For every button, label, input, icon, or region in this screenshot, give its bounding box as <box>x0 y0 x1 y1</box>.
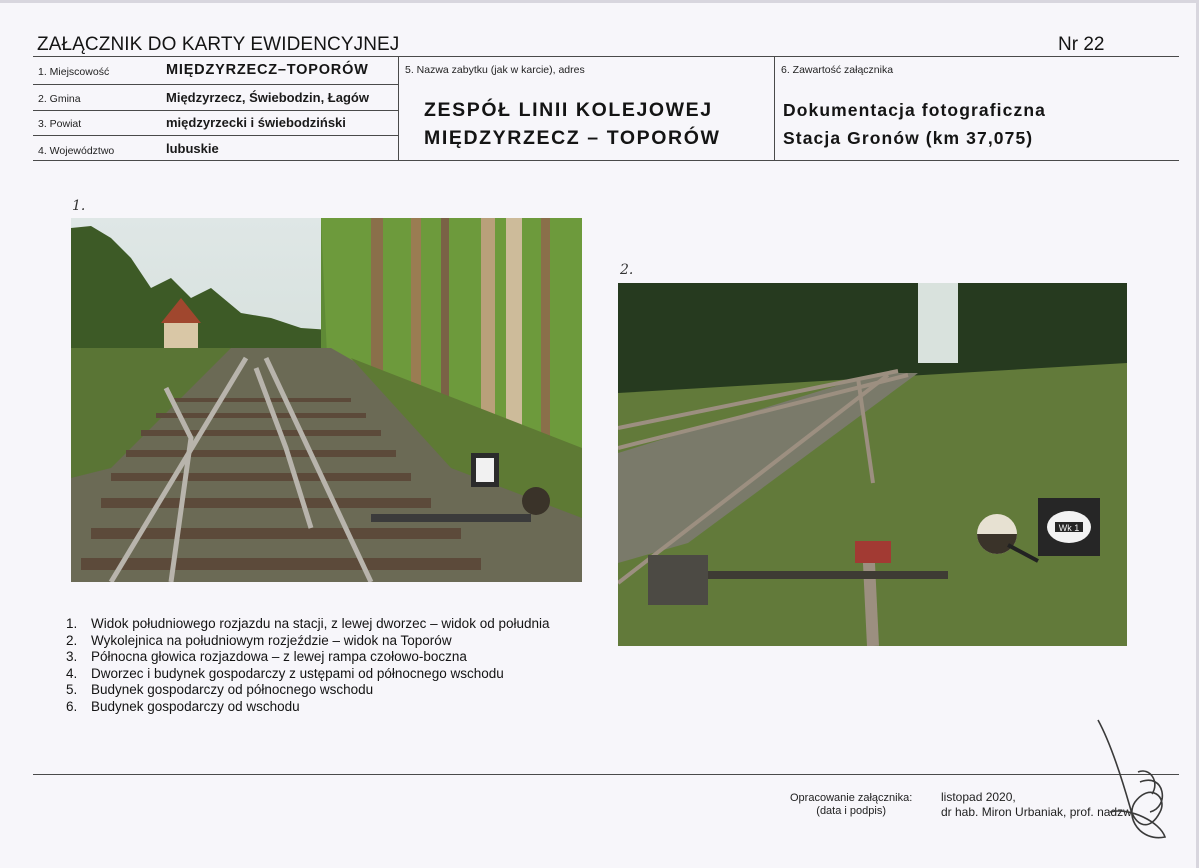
photo-1 <box>71 218 582 582</box>
row-divider-1 <box>33 84 398 85</box>
row-divider-3 <box>33 135 398 136</box>
footer-rule <box>33 774 1179 775</box>
contents-description <box>783 96 1046 152</box>
photo-1-railway-switch <box>71 218 582 582</box>
header-bottom-rule <box>33 160 1179 161</box>
handwritten-signature <box>1090 712 1180 862</box>
row-divider-2 <box>33 110 398 111</box>
monument-name-line2: MIĘDZYRZECZ – TOPORÓW <box>424 127 721 149</box>
caption-item: 3. Północna głowica rozjazdowa – z lewej rampa czołowo-boczna <box>66 649 467 665</box>
field-value-powiat: międzyrzecki i świebodziński <box>166 115 346 130</box>
column-divider-2 <box>774 56 775 160</box>
field-value-wojewodztwo: lubuskie <box>166 141 219 156</box>
caption-item: 6. Budynek gospodarczy od wschodu <box>66 698 300 714</box>
contents-line2: Stacja Gronów (km 37,075) <box>783 128 1034 148</box>
photo-2-mark: 2. <box>620 262 634 278</box>
contents-line1: Dokumentacja fotograficzna <box>783 100 1046 120</box>
field-label-wojewodztwo: 4. Województwo <box>38 145 115 157</box>
field-label-miejscowosc: 1. Miejscowość <box>38 66 110 78</box>
caption-item: 5. Budynek gospodarczy od północnego wschodu <box>66 682 374 698</box>
sign-plate-text: Wk 1 <box>1058 523 1080 533</box>
monument-name-line1: ZESPÓŁ LINII KOLEJOWEJ <box>424 99 713 121</box>
caption-item: 2. Wykolejnica na południowym rozjeździe – widok na Toporów <box>66 632 452 648</box>
scan-edge-top <box>0 0 1199 3</box>
photo-2-derailer <box>618 283 1127 646</box>
contents-label: 6. Zawartość załącznika <box>781 64 894 76</box>
monument-label: 5. Nazwa zabytku (jak w karcie), adres <box>405 64 585 76</box>
caption-item: 4. Dworzec i budynek gospodarczy z ustępami od północnego wschodu <box>66 665 504 681</box>
field-value-gmina: Międzyrzecz, Świebodzin, Łagów <box>166 90 369 105</box>
prepared-date: listopad 2020, <box>941 790 1016 804</box>
prepared-author: dr hab. Miron Urbaniak, prof. nadzw. <box>941 805 1135 819</box>
photo-2 <box>618 283 1127 646</box>
field-value-miejscowosc: MIĘDZYRZECZ–TOPORÓW <box>166 62 369 78</box>
photo-captions <box>66 616 550 716</box>
photo-1-mark: 1. <box>72 198 86 214</box>
field-label-gmina: 2. Gmina <box>38 93 81 105</box>
monument-name <box>424 96 721 152</box>
header-top-rule <box>33 56 1179 57</box>
column-divider-1 <box>398 56 399 160</box>
field-label-powiat: 3. Powiat <box>38 118 82 130</box>
caption-item: 1. Widok południowego rozjazdu na stacji, z lewej dworzec – widok od południa <box>66 616 550 631</box>
document-title: ZAŁĄCZNIK DO KARTY EWIDENCYJNEJ <box>37 34 400 55</box>
prepared-by-label: Opracowanie załącznika: (data i podpis) <box>790 792 913 817</box>
document-number: Nr 22 <box>1058 34 1105 55</box>
